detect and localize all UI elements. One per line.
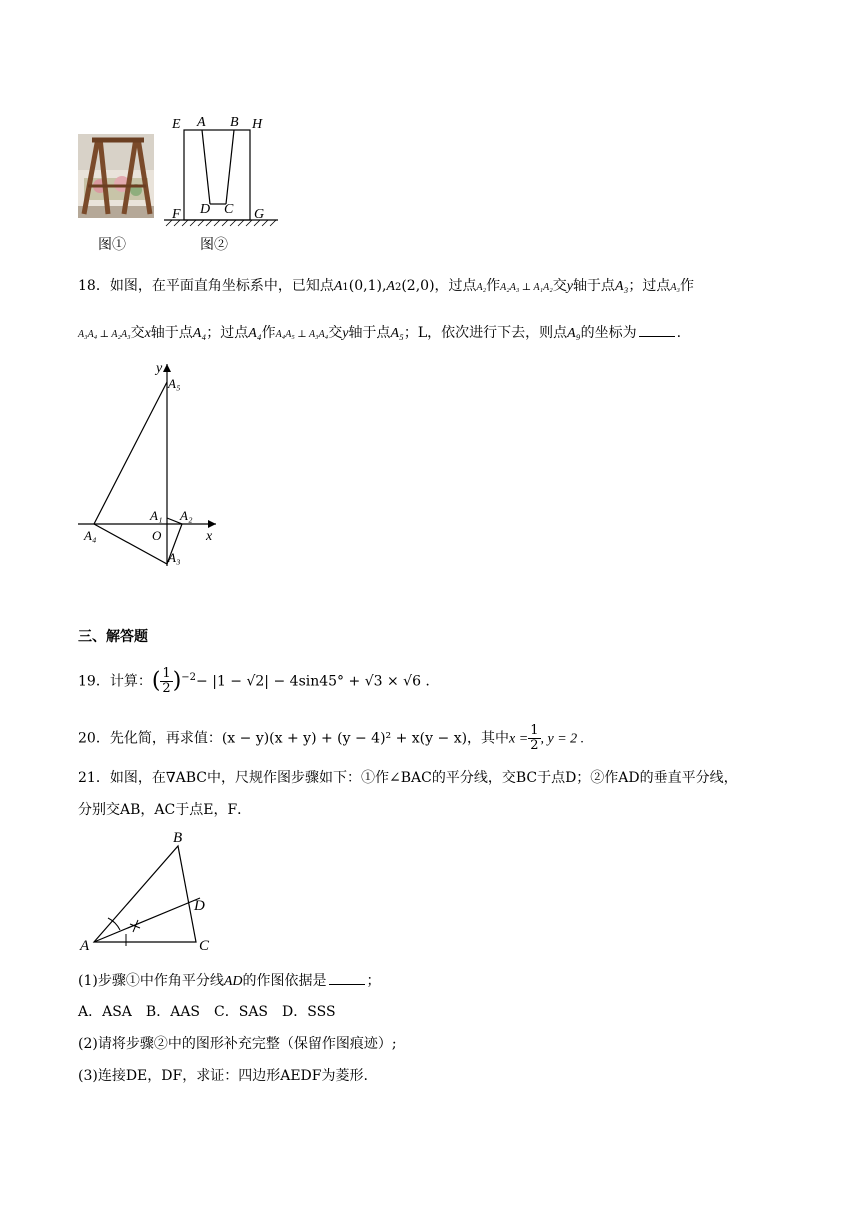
point-D-label: D xyxy=(194,898,205,914)
label-F: F xyxy=(172,207,181,222)
x-axis-label: x xyxy=(206,529,213,544)
question-18-line-2: A₃A₄ ⊥ A₂A₃交x轴于点A₄；过点A₄作A₄A₅ ⊥ A₃A₄交y轴于点A₅；L，依次进行下去，则点A₉的坐标为 . xyxy=(78,322,681,345)
point-A2-label: A₂ xyxy=(180,508,193,523)
label-E: E xyxy=(172,117,181,132)
label-A: A xyxy=(197,115,206,130)
question-20: 20．先化简，再求值：(x − y)(x + y) + (y − 4)² + x(y − x)，其中x = $\frac{1}{2}$ , y = 2 . xyxy=(78,723,585,753)
question-18-line-1: 18．如图，在平面直角坐标系中，已知点A1(0,1),A2(2,0)，过点A₂作A₂A₃ ⊥ A₁A₂交y轴于点A₃；过点A₃作 xyxy=(78,278,694,294)
frame-diagram xyxy=(160,112,290,230)
question-21-line-2: 分别交AB，AC于点E，F． xyxy=(78,802,252,818)
label-H: H xyxy=(252,117,263,132)
label-D: D xyxy=(200,202,211,217)
label-B: B xyxy=(230,115,239,130)
question-19: 19．计算：( $\frac{1}{2}$ )$^{-2}$− |1 − √2| − 4sin45° + √3 × √6 . xyxy=(78,666,430,697)
caption-figure-1: 图① xyxy=(98,237,126,253)
answer-blank-21[interactable] xyxy=(329,970,365,985)
label-G: G xyxy=(254,207,265,222)
coordinate-diagram xyxy=(74,356,234,576)
section-heading: 三、解答题 xyxy=(78,629,148,645)
y-axis-label: y xyxy=(156,361,163,376)
swing-photo xyxy=(78,134,154,218)
point-A3-label: A₃ xyxy=(168,550,181,565)
question-number: 18． xyxy=(78,278,110,294)
caption-figure-2: 图② xyxy=(200,237,228,253)
vertex-A-label: A xyxy=(80,938,90,954)
answer-blank-18[interactable] xyxy=(639,322,675,337)
point-A5-label: A₅ xyxy=(168,376,181,391)
origin-label: O xyxy=(152,528,162,543)
triangle-diagram xyxy=(78,826,228,956)
question-21-part-1: (1)步骤①中作角平分线AD的作图依据是 ； xyxy=(78,970,381,992)
question-21-line-1: 21．如图，在∇ABC中，尺规作图步骤如下：①作∠BAC的平分线，交BC于点D；②作AD的垂直平分线， xyxy=(78,770,738,786)
question-21-part-3: (3)连接DE，DF，求证：四边形AEDF为菱形. xyxy=(78,1068,368,1084)
vertex-B-label: B xyxy=(173,830,183,846)
point-A1-label: A₁ xyxy=(150,508,163,523)
point-A4-label: A₄ xyxy=(84,528,97,543)
label-C: C xyxy=(224,202,234,217)
vertex-C-label: C xyxy=(199,938,210,954)
question-21-part-2: (2)请将步骤②中的图形补充完整（保留作图痕迹）; xyxy=(78,1036,397,1052)
question-21-options: A．ASA B．AAS C．SAS D．SSS xyxy=(78,1004,336,1020)
